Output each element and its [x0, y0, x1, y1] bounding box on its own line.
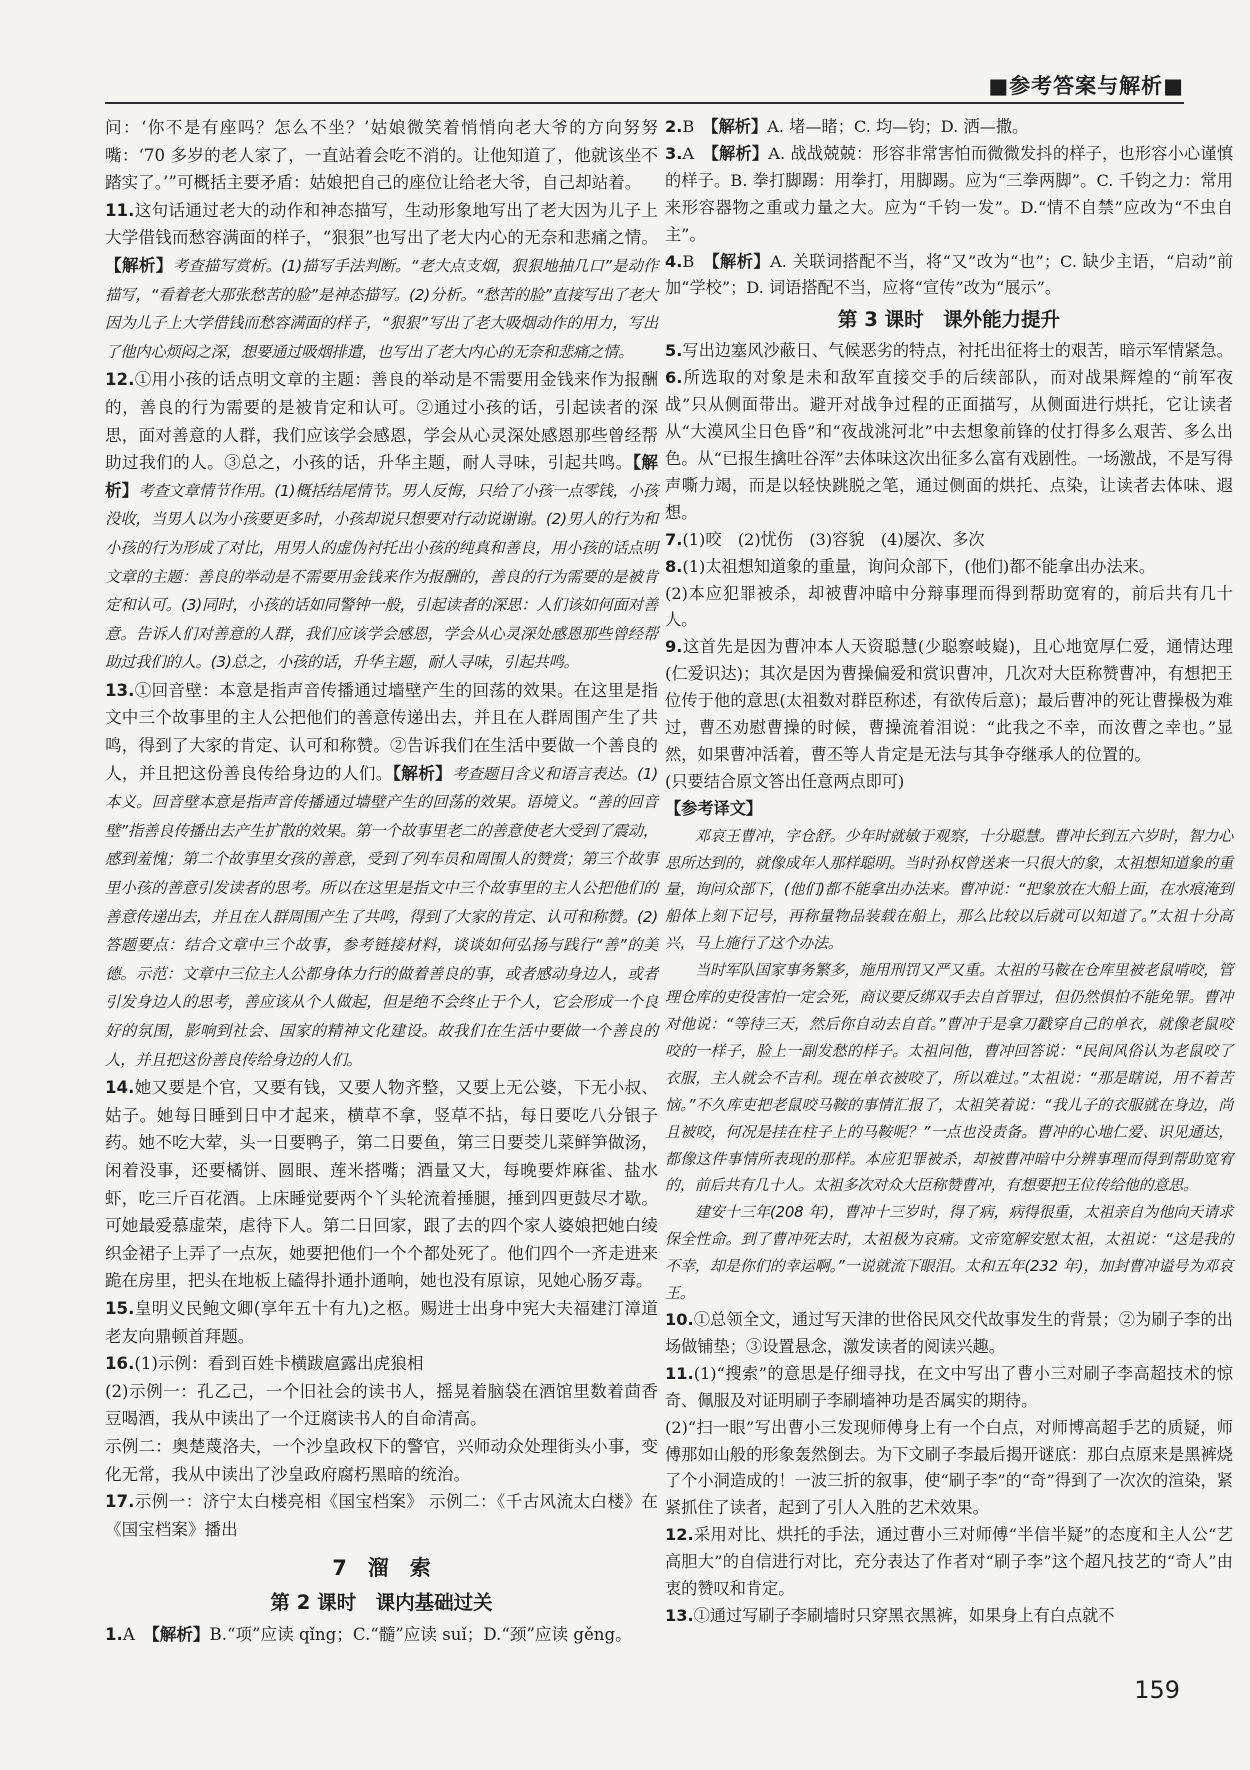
right-column: [665, 114, 1233, 1630]
answer-16-part3: 示例二：奥楚蔑洛夫，一个沙皇政权下的警官，兴师动众处理街头小事，变化无常，我从中读出了沙皇政府腐朽黑暗的统治。: [105, 1436, 658, 1484]
answer-9: 9.这首先是因为曹冲本人天资聪慧(少聪察岐嶷)，且心地宽厚仁爱，通情达理(仁爱识达)；其次是因为曹操偏爱和赏识曹冲，几次对大臣称赞曹冲，有想把王位传于他的意思(太祖数对群臣称述，有欲传后意)；最后曹冲的死让曹操极为难过，曹丕劝慰曹操的时候，曹操流着泪说：“此我之不幸，而汝曹之幸也。”显然，如果曹冲活着，曹丕等人肯定是无法与其争夺继承人的位置的。: [665, 637, 1233, 764]
answer-8: 8.(1)太祖想知道象的重量，询问众部下，(他们)都不能拿出办法来。: [665, 556, 1156, 576]
answer-3: 3.A 【解析】A. 战战兢兢：形容非常害怕而微微发抖的样子，也形容小心谨慎的样子。B. 拳打脚踢：用拳打，用脚踢。应为“三拳两脚”。C. 千钧之力：常用来形容器物之重或力量之大。应为“千钧一发”。D.“情不自禁”应改为“不虫自主”。: [665, 143, 1234, 244]
answer-10: 10.①总领全文，通过写天津的世俗民风交代故事发生的背景；②为刷子李的出场做铺垫；③设置悬念，激发读者的阅读兴趣。: [665, 1309, 1233, 1356]
answer-12-right: 12.采用对比、烘托的手法，通过曹小三对师傅“半信半疑”的态度和主人公“艺高胆大”的自信进行对比，充分表达了作者对“刷子李”这个超凡技艺的“奇人”由衷的赞叹和肯定。: [665, 1525, 1233, 1599]
answer-1: 1.A 【解析】B.“项”应读 qǐng；C.“髓”应读 suǐ；D.“颈”应读 gěng。: [105, 1625, 632, 1645]
page-number: 159: [1134, 1676, 1180, 1704]
translation-heading: 【参考译文】: [665, 798, 763, 818]
answer-17: 17.示例一：济宁太白楼亮相《国宝档案》 示例二：《千古风流太白楼》在《国宝档案》播出: [105, 1492, 658, 1539]
answer-6: 6.所选取的对象是未和敌军直接交手的后续部队，而对战果辉煌的“前军夜战”只从侧面带出。避开对战争过程的正面描写，从侧面进行烘托，它让读者从“大漠风尘日色昏”和“夜战洮河北”中去想象前锋的仗打得多么艰苦、多么出色。从“已报生擒吐谷浑”去体味这次出征多么富有戏剧性。一场激战，不是写得声嘶力竭，而是以轻快跳脱之笔，通过侧面的烘托、点染，让读者去体味、遐想。: [665, 368, 1233, 522]
answer-13-right: 13.①通过写刷子李刷墙时只穿黑衣黑裤，如果身上有白点就不: [665, 1605, 1115, 1625]
section-title: 7 溜 索: [332, 1556, 431, 1581]
answer-9-note: (只要结合原文答出任意两点即可): [665, 771, 905, 791]
answer-8-part2: (2)本应犯罪被杀，却被曹冲暗中分辩事理而得到帮助宽宥的，前后共有几十人。: [665, 583, 1233, 630]
answer-4: 4.B 【解析】A. 关联词搭配不当，将“又”改为“也”；C. 缺少主语，“启动”前加“学校”；D. 词语搭配不当，应将“宣传”改为“展示”。: [665, 251, 1234, 298]
header-title: ■参考答案与解析■: [988, 74, 1184, 98]
answer-16-part2: (2)示例一：孔乙己，一个旧社会的读书人，摇晃着脑袋在酒馆里数着茴香豆喝酒，我从中读出了一个迂腐读书人的自命清高。: [105, 1381, 658, 1429]
answer-11-right-part2: (2)“扫一眼”写出曹小三发现师傅身上有一个白点，对师博高超手艺的质疑，师傅那如山般的形象轰然倒去。为下文刷子李最后揭开谜底：那白点原来是黑裤烧了个小洞造成的！一波三折的叙事，使“刷子李”的“奇”得到了一次次的渲染，紧紧抓住了读者，起到了引人入胜的艺术效果。: [665, 1417, 1233, 1518]
answer-14: 14.她又要是个官，又要有钱，又要人物齐整，又要上无公婆，下无小叔、姑子。她每日睡到日中才起来，横草不拿，竖草不拈，每日要吃八分银子药。她不吃大荤，头一日要鸭子，第二日要鱼，第三日要茭儿菜鲜笋做汤，闲着没事，还要橘饼、圆眼、莲米搭嘴；酒量又大，每晚要炸麻雀、盐水虾，吃三斤百花酒。上床睡觉要两个丫头轮流着捶腿，捶到四更鼓尽才歇。可她最爱慕虚荣，虐待下人。第二日回家，跟了去的四个家人婆娘把她白绫织金裙子上弄了一点灰，她要把他们一个个都处死了。他们四个一齐走进来跪在房里，把头在地板上磕得扑通扑通响，她也没有原谅，见她心肠歹毒。: [105, 1078, 658, 1291]
page-header: [105, 68, 1184, 104]
answer-7: 7.(1)咬 (2)忧伤 (3)容貌 (4)屡次、多次: [665, 529, 985, 549]
answer-2: 2.B 【解析】A. 堵—睹；C. 均—钧；D. 洒—撒。: [665, 117, 1029, 136]
translation-paragraph-3: 建安十三年(208 年)，曹冲十三岁时，得了病，病得很重，太祖亲自为他向天请求保全性命。到了曹冲死去时，太祖极为哀痛。文帝宽解安慰太祖，太祖说：“这是我的不幸，却是你们的幸运啊。”一说就流下眼泪。太和五年(232 年)，加封曹冲谥号为邓哀王。: [665, 1203, 1233, 1303]
answer-11-right: 11.(1)“搜索”的意思是仔细寻找，在文中写出了曹小三对刷子李高超技术的惊奇、佩服及对证明刷子李刷墙神功是否属实的期待。: [665, 1363, 1233, 1410]
answer-13: 13.①回音壁：本意是指声音传播通过墙壁产生的回荡的效果。在这里是指文中三个故事里的主人公把他们的善意传递出去，并且在人群周围产生了共鸣，得到了大家的肯定、认可和称赞。②告诉我们在生活中要做一个善良的人，并且把这份善良传给身边的人们。【解析】考查题目含义和语言表达。(1)本义。回音壁本意是指声音传播通过墙壁产生的回荡的效果。语境义。“善的回音壁”指善良传播出去产生扩散的效果。第一个故事里老二的善意使老大受到了震动，感到羞愧；第二个故事里女孩的善意，受到了列车员和周围人的赞赏；第三个故事里小孩的善意引发读者的思考。所以在这里是指文中三个故事里的主人公把他们的善意传递出去，并且在人群周围产生了共鸣，得到了大家的肯定、认可和称赞。(2)答题要点：结合文章中三个故事，参考链接材料，谈谈如何弘扬与践行“善”的美德。示范：文章中三位主人公都身体力行的做着善良的事，或者感动身边人，或者引发身边人的思考，善应该从个人做起，但是绝不会终止于个人，它会形成一个良好的氛围，影响到社会、国家的精神文化建设。故我们在生活中要做一个善良的人，并且把这份善良传给身边的人们。: [105, 680, 658, 1069]
lesson-3-title: 第 3 课时 课外能力提升: [837, 308, 1061, 332]
answer-intro: 问：‘你不是有座吗？怎么不坐？’姑娘微笑着悄悄向老大爷的方向努努嘴：‘70 多岁的老人家了，一直站着会吃不消的。让他知道了，他就该坐不踏实了。’”可概括主要矛盾：姑娘把自己的座位让给老大爷，自己却站着。: [105, 118, 658, 193]
translation-paragraph-2: 当时军队国家事务繁多，施用刑罚又严又重。太祖的马鞍在仓库里被老鼠啃咬，管理仓库的吏役害怕一定会死，商议要反绑双手去自首罪过，但仍然惧怕不能免罪。曹冲对他说：“等待三天，然后你自动去自首。”曹冲于是拿刀戳穿自己的单衣，就像老鼠咬咬的一样子，脸上一副发愁的样子。太祖问他，曹冲回答说：“民间风俗认为老鼠咬了衣服，主人就会不吉利。现在单衣被咬了，所以难过。”太祖说：“那是瞎说，用不着苦恼。”不久库吏把老鼠咬马鞍的事情汇报了，太祖笑着说：“我儿子的衣服就在身边，尚且被咬，何况是挂在柱子上的马鞍呢？”一点也没责备。曹冲的心地仁爱、识见通达，都像这件事情所表现的那样。本应犯罪被杀，却被曹冲暗中分辨事理而得到帮助宽宥的，前后共有几十人。太祖多次对众大臣称赞曹冲，有想要把王位传给他的意思。: [665, 961, 1233, 1195]
lesson-2-title: 第 2 课时 课内基础过关: [270, 1591, 493, 1615]
answer-5: 5.写出边塞风沙蔽日、气候恶劣的特点，衬托出征将士的艰苦，暗示军情紧急。: [665, 341, 1233, 361]
answer-12: 12.①用小孩的话点明文章的主题：善良的举动是不需要用金钱来作为报酬的，善良的行为需要的是被肯定和认可。②通过小孩的话，引起读者的深思，面对善意的人群，我们应该学会感恩，学会从心灵深处感恩那些曾经帮助过我们的人。③总之，小孩的话，升华主题，耐人寻味，引起共鸣。【解析】考查文章情节作用。(1)概括结尾情节。男人反悔，只给了小孩一点零钱，小孩没收，当男人以为小孩要更多时，小孩却说只想要对行动说谢谢。(2)男人的行为和小孩的行为形成了对比，用男人的虚伪衬托出小孩的纯真和善良，用小孩的话点明文章的主题：善良的举动是不需要用金钱来作为报酬的，善良的行为需要的是被肯定和认可。(3)同时，小孩的话如同警钟一般，引起读者的深思：人们该如何面对善意。告诉人们对善意的人群，我们应该学会感恩，学会从心灵深处感恩那些曾经帮助过我们的人。(3)总之，小孩的话，升华主题，耐人寻味，引起共鸣。: [105, 370, 659, 672]
answer-15: 15.皇明义民鲍文卿(享年五十有九)之柩。赐进士出身中宪大夫福建汀漳道老友向鼎顿首拜题。: [105, 1298, 658, 1346]
translation-paragraph-1: 邓哀王曹冲，字仓舒。少年时就敏于观察，十分聪慧。曹冲长到五六岁时，智力心思所达到的，就像成年人那样聪明。当时孙权曾送来一只很大的象，太祖想知道象的重量，询问众部下，(他们)都不能拿出办法来。曹冲说：“把象放在大船上面，在水痕淹到船体上刻下记号，再称量物品装载在船上，那么比较以后就可以知道了。”太祖十分高兴，马上施行了这个办法。: [665, 826, 1233, 953]
left-column: [105, 114, 658, 1649]
answer-16: 16.(1)示例：看到百姓卡横跋扈露出虎狼相: [105, 1354, 424, 1374]
answer-11: 11.这句话通过老大的动作和神态描写，生动形象地写出了老大因为儿子上大学借钱而愁容满面的样子，“狠狠”也写出了老大内心的无奈和悲痛之情。【解析】考查描写赏析。(1)描写手法判断。“老大点支烟，狠狠地抽几口”是动作描写，“看着老大那张愁苦的脸”是神态描写。(2)分析。“愁苦的脸”直接写出了老大因为儿子上大学借钱而愁容满面的样子，“狠狠”写出了老大吸烟动作的用力，写出了他内心烦闷之深，想要通过吸烟排遣，也写出了老大内心的无奈和悲痛之情。: [105, 200, 658, 361]
